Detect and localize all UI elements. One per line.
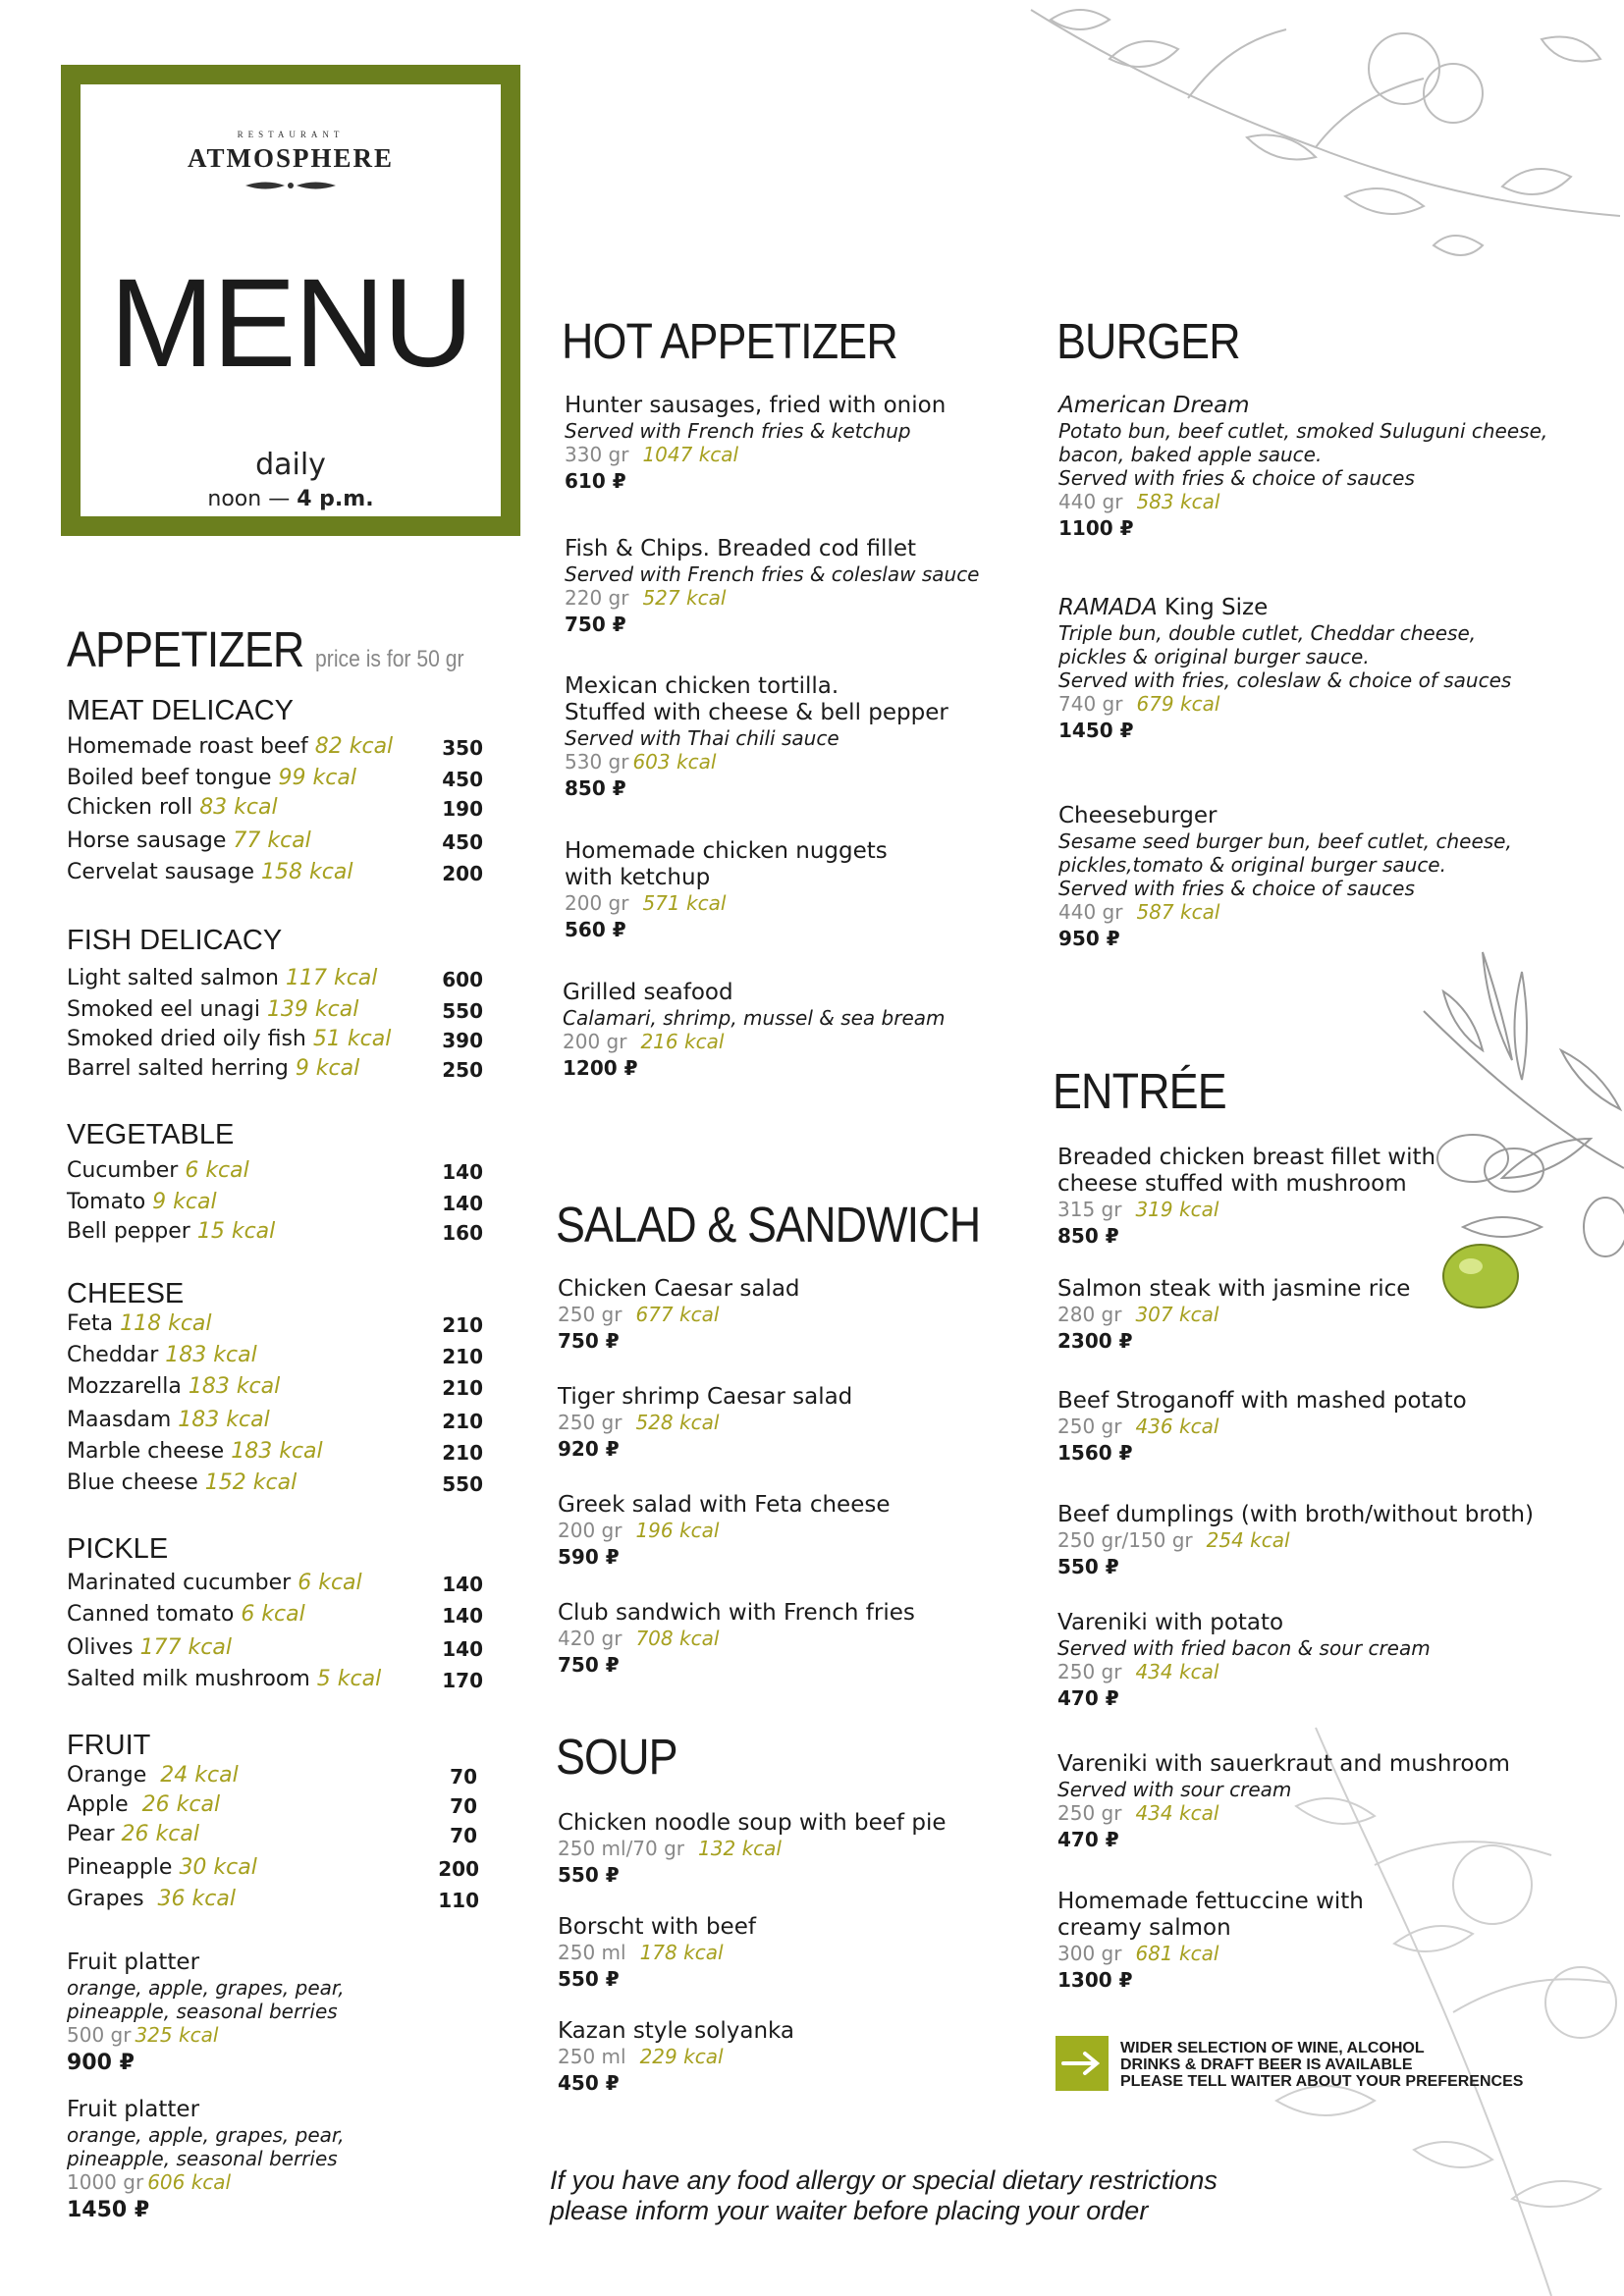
list-item: Orange 24 kcal 70 (67, 1763, 477, 1789)
list-item: Barrel salted herring 9 kcal 250 (67, 1056, 483, 1082)
soup-title: SOUP (556, 1729, 677, 1785)
menu-item: Beef dumplings (with broth/without broth) 250 gr/150 gr 254 kcal 550 ₽ (1057, 1502, 1534, 1578)
list-item: Tomato 9 kcal 140 (67, 1190, 483, 1215)
appetizer-price-note: price is for 50 gr (315, 646, 464, 672)
fish-delicacy-title: FISH DELICACY (67, 925, 283, 956)
list-item: Bell pepper 15 kcal 160 (67, 1219, 483, 1245)
list-item: Horse sausage 77 kcal 450 (67, 828, 483, 854)
list-item: Blue cheese 152 kcal 550 (67, 1470, 483, 1496)
pickle-title: PICKLE (67, 1533, 169, 1565)
menu-item: Cheeseburger Sesame seed burger bun, beef cutlet, cheese, pickles,tomato & original burger sauce. Served with fries & choice of sauces 440 gr 587 kcal 950 ₽ (1058, 803, 1512, 950)
menu-item: Vareniki with potato Served with fried bacon & sour cream 250 gr 434 kcal 470 ₽ (1057, 1610, 1431, 1710)
fruit-title: FRUIT (67, 1730, 151, 1761)
menu-item: Beef Stroganoff with mashed potato 250 gr 436 kcal 1560 ₽ (1057, 1388, 1467, 1465)
drinks-notice-text: WIDER SELECTION OF WINE, ALCOHOL DRINKS & DRAFT BEER IS AVAILABLE PLEASE TELL WAITER ABOUT YOUR PREFERENCES (1120, 2040, 1524, 2090)
menu-item: American Dream Potato bun, beef cutlet, smoked Suluguni cheese, bacon, baked apple sauce. Served with fries & choice of sauces 440 gr 583 kcal 1100 ₽ (1058, 393, 1548, 540)
menu-item: Fish & Chips. Breaded cod fillet Served with French fries & coleslaw sauce 220 gr 527 kcal 750 ₽ (565, 536, 980, 636)
menu-item: RAMADA King Size Triple bun, double cutlet, Cheddar cheese, pickles & original burger sauce. Served with fries, coleslaw & choice of sauces 740 gr 679 kcal 1450 ₽ (1058, 595, 1512, 742)
tomato-plant-illustration (992, 0, 1624, 294)
menu-item: Homemade chicken nuggets with ketchup 200 gr 571 kcal 560 ₽ (565, 838, 888, 941)
list-item: Maasdam 183 kcal 210 (67, 1408, 483, 1433)
menu-item: Salmon steak with jasmine rice 280 gr 307 kcal 2300 ₽ (1057, 1276, 1411, 1353)
menu-item: Chicken Caesar salad 250 gr 677 kcal 750 ₽ (558, 1276, 800, 1353)
olive-branch-illustration (1404, 933, 1624, 1325)
list-item: Light salted salmon 117 kcal 600 (67, 966, 483, 991)
list-item: Pear 26 kcal 70 (67, 1822, 477, 1847)
menu-item-fruit-platter-500: Fruit platter orange, apple, grapes, pear, pineapple, seasonal berries 500 gr 325 kcal 900 ₽ (67, 1949, 345, 2075)
list-item: Pineapple 30 kcal 200 (67, 1855, 479, 1881)
hours-prefix: noon — (207, 487, 291, 511)
arrow-right-icon (1056, 2036, 1109, 2091)
menu-item: Hunter sausages, fried with onion Served with French fries & ketchup 330 gr 1047 kcal 610 ₽ (565, 393, 947, 493)
menu-item: Chicken noodle soup with beef pie 250 ml/70 gr 132 kcal 550 ₽ (558, 1810, 947, 1887)
menu-item: Club sandwich with French fries 420 gr 708 kcal 750 ₽ (558, 1600, 915, 1677)
daily-label: daily (255, 448, 326, 482)
list-item: Marble cheese 183 kcal 210 (67, 1439, 483, 1465)
list-item: Marinated cucumber 6 kcal 140 (67, 1571, 483, 1596)
burger-title: BURGER (1056, 313, 1240, 369)
salad-sandwich-title: SALAD & SANDWICH (556, 1197, 981, 1253)
appetizer-title: APPETIZER price is for 50 gr (67, 621, 464, 677)
menu-item: Breaded chicken breast fillet with cheese stuffed with mushroom 315 gr 319 kcal 850 ₽ (1057, 1145, 1436, 1248)
list-item: Cheddar 183 kcal 210 (67, 1343, 483, 1368)
menu-item: Tiger shrimp Caesar salad 250 gr 528 kcal 920 ₽ (558, 1384, 853, 1461)
brand-tagline: RESTAURANT (237, 130, 345, 139)
hot-appetizer-title: HOT APPETIZER (562, 313, 897, 369)
vegetable-title: VEGETABLE (67, 1119, 235, 1150)
list-item: Mozzarella 183 kcal 210 (67, 1374, 483, 1400)
list-item: Smoked eel unagi 139 kcal 550 (67, 997, 483, 1023)
menu-item: Kazan style solyanka 250 ml 229 kcal 450 ₽ (558, 2018, 795, 2095)
menu-item: Mexican chicken tortilla. Stuffed with cheese & bell pepper Served with Thai chili sauce 530 gr 603 kcal 850 ₽ (565, 673, 948, 800)
list-item: Cervelat sausage 158 kcal 200 (67, 860, 483, 885)
list-item: Olives 177 kcal 140 (67, 1635, 483, 1661)
list-item: Smoked dried oily fish 51 kcal 390 (67, 1027, 483, 1052)
drinks-notice (1056, 2036, 1527, 2091)
entree-title: ENTRÉE (1053, 1063, 1226, 1119)
hours-label (81, 487, 501, 511)
menu-header-box (61, 65, 520, 536)
menu-item: Grilled seafood Calamari, shrimp, mussel & sea bream 200 gr 216 kcal 1200 ₽ (563, 980, 946, 1080)
allergy-note: If you have any food allergy or special dietary restrictions please inform your waiter before placing your order (550, 2165, 1218, 2225)
meat-delicacy-title: MEAT DELICACY (67, 695, 294, 726)
list-item: Chicken roll 83 kcal 190 (67, 795, 483, 821)
list-item: Grapes 36 kcal 110 (67, 1887, 479, 1912)
menu-item-fruit-platter-1000: Fruit platter orange, apple, grapes, pear, pineapple, seasonal berries 1000 gr 606 kcal 1450 ₽ (67, 2097, 345, 2222)
brand-name: ATMOSPHERE (187, 143, 394, 173)
hours-end: 4 p.m. (297, 487, 374, 511)
cheese-title: CHEESE (67, 1278, 185, 1309)
brand-ornament-icon (242, 179, 340, 192)
menu-item: Vareniki with sauerkraut and mushroom Served with sour cream 250 gr 434 kcal 470 ₽ (1057, 1751, 1510, 1851)
list-item: Boiled beef tongue 99 kcal 450 (67, 766, 483, 791)
list-item: Cucumber 6 kcal 140 (67, 1158, 483, 1184)
menu-item: Greek salad with Feta cheese 200 gr 196 kcal 590 ₽ (558, 1492, 891, 1569)
list-item: Feta 118 kcal 210 (67, 1311, 483, 1337)
list-item: Salted milk mushroom 5 kcal 170 (67, 1667, 483, 1692)
list-item: Apple 26 kcal 70 (67, 1792, 477, 1818)
list-item: Homemade roast beef 82 kcal 350 (67, 734, 483, 760)
menu-title: MENU (109, 253, 472, 394)
menu-item: Homemade fettuccine with creamy salmon 300 gr 681 kcal 1300 ₽ (1057, 1889, 1364, 1992)
menu-item: Borscht with beef 250 ml 178 kcal 550 ₽ (558, 1914, 756, 1991)
list-item: Canned tomato 6 kcal 140 (67, 1602, 483, 1628)
